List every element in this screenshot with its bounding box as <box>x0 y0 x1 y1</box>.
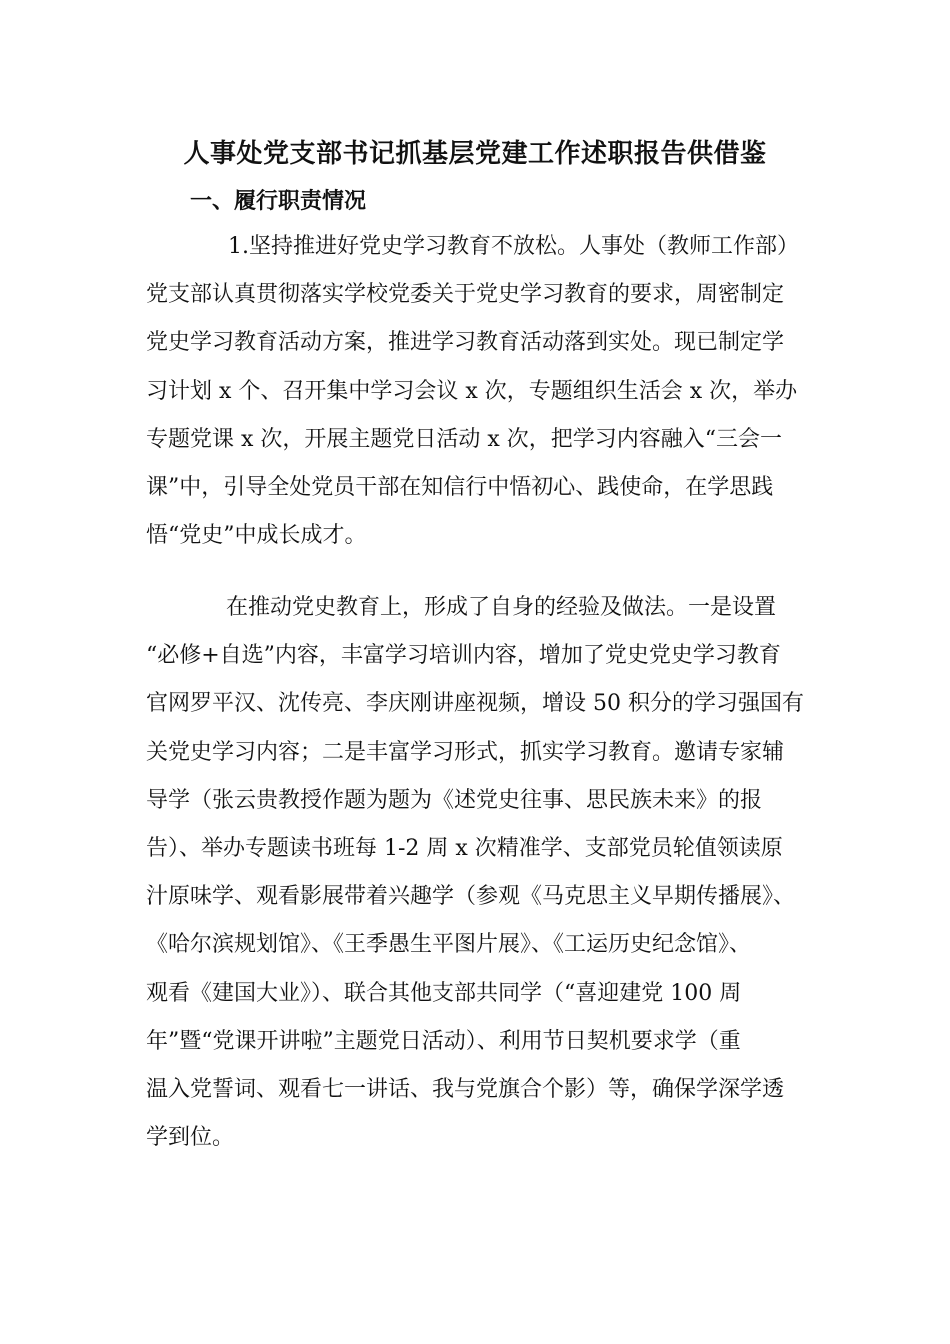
paragraph-line: 学到位。 <box>146 1125 235 1151</box>
paragraph-line: 温入党誓词、观看七一讲话、我与党旗合个影）等，确保学深学透 <box>146 1076 785 1102</box>
paragraph-line: 党史学习教育活动方案，推进学习教育活动落到实处。现已制定学 <box>146 330 785 356</box>
paragraph-line: “必修+自选”内容，丰富学习培训内容，增加了党史党史学习教育 <box>146 643 781 669</box>
paragraph-line: 1.坚持推进好党史学习教育不放松。人事处（教师工作部） <box>228 234 799 259</box>
paragraph-line: 观看《建国大业》）、联合其他支部共同学（“喜迎建党 100 周 <box>146 980 742 1006</box>
document-title: 人事处党支部书记抓基层党建工作述职报告供借鉴 <box>183 139 767 169</box>
paragraph-line: 关党史学习内容；二是丰富学习形式，抓实学习教育。邀请专家辅 <box>146 739 785 765</box>
paragraph-line: 党支部认真贯彻落实学校党委关于党史学习教育的要求，周密制定 <box>146 282 785 308</box>
paragraph-line: 官网罗平汉、沈传亮、李庆刚讲座视频，增设 50 积分的学习强国有 <box>146 691 804 717</box>
paragraph-line: 专题党课 x 次，开展主题党日活动 x 次，把学习内容融入“三会一 <box>146 426 783 452</box>
section-heading: 一、履行职责情况 <box>190 188 367 214</box>
paragraph-line: 年”暨“党课开讲啦”主题党日活动）、利用节日契机要求学（重 <box>146 1028 741 1054</box>
paragraph-line: 课”中，引导全处党员干部在知信行中悟初心、践使命，在学思践 <box>146 474 774 500</box>
paragraph-line: 《哈尔滨规划馆》、《王季愚生平图片展》、《工运历史纪念馆》、 <box>146 932 752 958</box>
paragraph-2 <box>146 591 806 1169</box>
paragraph-line: 导学（张云贵教授作题为题为《述党史往事、思民族未来》的报 <box>146 787 763 813</box>
paragraph-line: 汁原味学、观看影展带着兴趣学（参观《马克思主义早期传播展》、 <box>146 884 796 910</box>
paragraph-line: 在推动党史教育上，形成了自身的经验及做法。一是设置 <box>226 595 777 620</box>
paragraph-line: 悟“党史”中成长成才。 <box>146 523 367 549</box>
paragraph-line: 习计划 x 个、召开集中学习会议 x 次，专题组织生活会 x 次，举办 <box>146 378 798 404</box>
paragraph-line: 告）、举办专题读书班每 1-2 周 x 次精准学、支部党员轮值领读原 <box>146 835 783 861</box>
paragraph-1 <box>146 230 806 567</box>
